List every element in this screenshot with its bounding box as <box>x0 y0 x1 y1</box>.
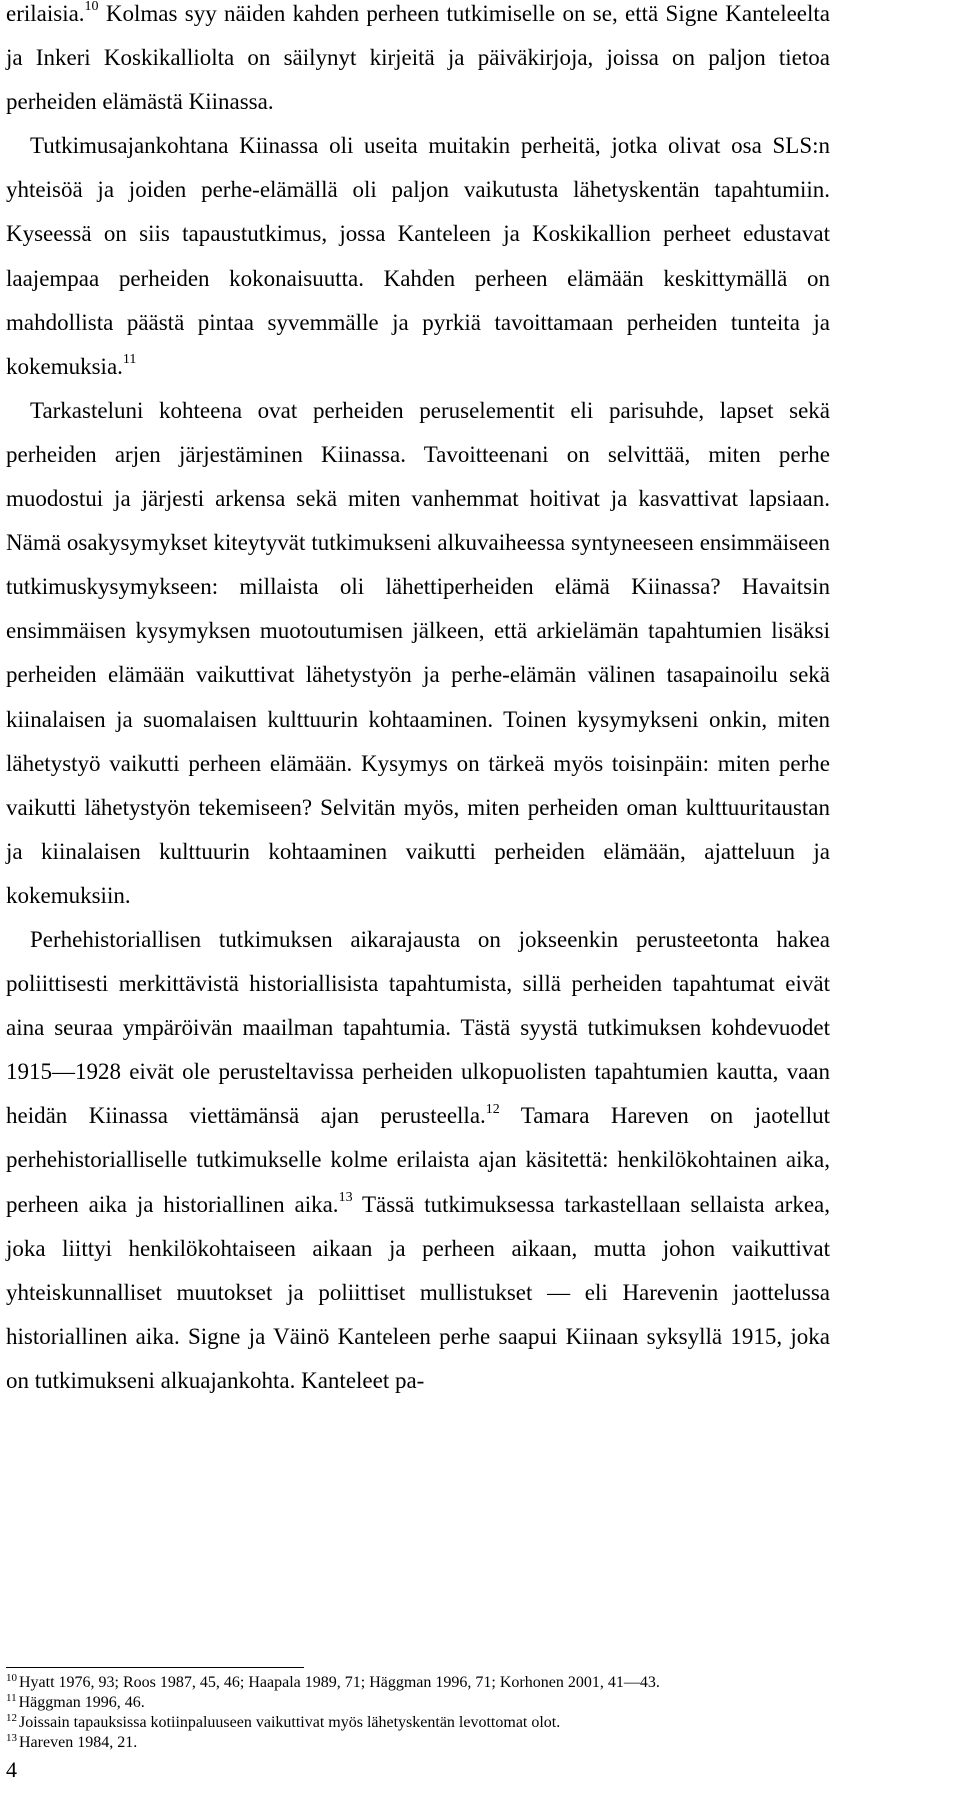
footnote-ref-10[interactable]: 10 <box>84 0 99 15</box>
footnote-ref-13[interactable]: 13 <box>338 1189 353 1205</box>
footnote-number: 13 <box>6 1731 17 1744</box>
footnote-11 <box>6 1693 830 1713</box>
paragraph-3 <box>6 389 830 918</box>
text-run: Kolmas syy näiden kahden perheen tutkimiselle on se, että Signe Kanteleelta ja Inkeri Koskikalliolta on säilynyt kirjeitä ja päiväkirjoja, joissa on paljon tietoa perheiden elämästä Kiinassa. <box>6 1 830 115</box>
footnote-ref-12[interactable]: 12 <box>485 1101 500 1117</box>
text-run: Tarkasteluni kohteena ovat perheiden peruselementit eli parisuhde, lapset sekä perheiden arjen järjestäminen Kiinassa. Tavoitteenani on selvittää, miten perhe muodostui ja järjesti arkensa sekä miten vanhemmat hoitivat ja kasvattivat lapsiaan. Nämä osakysymykset kiteytyvät tutkimukseni alkuvaiheessa syntyneeseen ensimmäiseen tutkimuskysymykseen: millaista oli lähettiperheiden elämä Kiinassa? Havaitsin ensimmäisen kysymyksen muotoutumisen jälkeen, että arkielämän tapahtumien lisäksi perheiden elämään vaikuttivat lähetystyön ja perhe-elämän välinen tasapainoilu sekä kiinalaisen ja suomalaisen kulttuurin kohtaaminen. Toinen kysymykseni onkin, miten lähetystyö vaikutti perheen elämään. Kysymys on tärkeä myös toisinpäin: miten perhe vaikutti lähetystyön tekemiseen? Selvitän myös, miten perheiden oman kulttuuritaustan ja kiinalaisen kulttuurin kohtaaminen vaikutti perheiden elämään, ajatteluun ja kokemuksiin. <box>6 397 830 908</box>
footnote-12 <box>6 1713 830 1733</box>
footnote-number: 11 <box>6 1691 17 1704</box>
text-run: Tässä tutkimuksessa tarkastellaan sellaista arkea, joka liittyi henkilökohtaiseen aikaan ja perheen aikaan, mutta johon vaikuttivat yhteiskunnalliset muutokset ja poliittiset mullistukset — eli Harevenin jaottelussa historiallinen aika. Signe ja Väinö Kanteleen perhe saapui Kiinaan syksyllä 1915, joka on tutkimukseni alkuajankohta. Kanteleet pa- <box>6 1191 830 1393</box>
footnote-text: Häggman 1996, 46. <box>18 1694 145 1711</box>
footnote-text: Hyatt 1976, 93; Roos 1987, 45, 46; Haapala 1989, 71; Häggman 1996, 71; Korhonen 2001, 41—43. <box>19 1674 660 1691</box>
footnote-ref-11[interactable]: 11 <box>122 352 137 368</box>
text-run: Tamara Hareven on jaotellut perhehistorialliselle tutkimukselle kolme erilaista ajan käsitettä: henkilökohtainen aika, perheen aika ja historiallinen aika. <box>6 1103 830 1217</box>
page-number: 4 <box>6 1757 17 1782</box>
footnote-separator <box>6 1667 304 1668</box>
paragraph-1 <box>6 0 830 124</box>
text-run: Perhehistoriallisen tutkimuksen aikarajausta on jokseenkin perusteetonta hakea poliittisesti merkittävistä historiallisista tapahtumista, sillä perheiden tapahtumat eivät aina seuraa ympäröivän maailman tapahtumia. Tästä syystä tutkimuksen kohdevuodet 1915—1928 eivät ole perusteltavissa perheiden ulkopuolisten tapahtumien kautta, vaan heidän Kiinassa viettämänsä ajan perusteella. <box>6 926 830 1129</box>
footnotes <box>6 1673 830 1753</box>
footnote-number: 12 <box>6 1711 17 1724</box>
body-text <box>6 0 830 1403</box>
footnote-10 <box>6 1673 830 1693</box>
footnote-text: Joissain tapauksissa kotiinpaluuseen vaikuttivat myös lähetyskentän levottomat olot. <box>19 1714 561 1731</box>
text-run: Tutkimusajankohtana Kiinassa oli useita muitakin perheitä, jotka olivat osa SLS:n yhteisöä ja joiden perhe-elämällä oli paljon vaikutusta lähetyskentän tapahtumiin. Kyseessä on siis tapaustutkimus, jossa Kanteleen ja Koskikallion perheet edustavat laajempaa perheiden kokonaisuutta. Kahden perheen elämään keskittymällä on mahdollista päästä pintaa syvemmälle ja pyrkiä tavoittamaan perheiden tunteita ja kokemuksia. <box>6 133 830 379</box>
text-run: erilaisia. <box>6 1 85 26</box>
footnote-13 <box>6 1733 830 1753</box>
paragraph-2 <box>6 124 830 389</box>
paragraph-4 <box>6 918 830 1403</box>
footnote-number: 10 <box>6 1671 17 1684</box>
footnote-text: Hareven 1984, 21. <box>19 1734 138 1751</box>
